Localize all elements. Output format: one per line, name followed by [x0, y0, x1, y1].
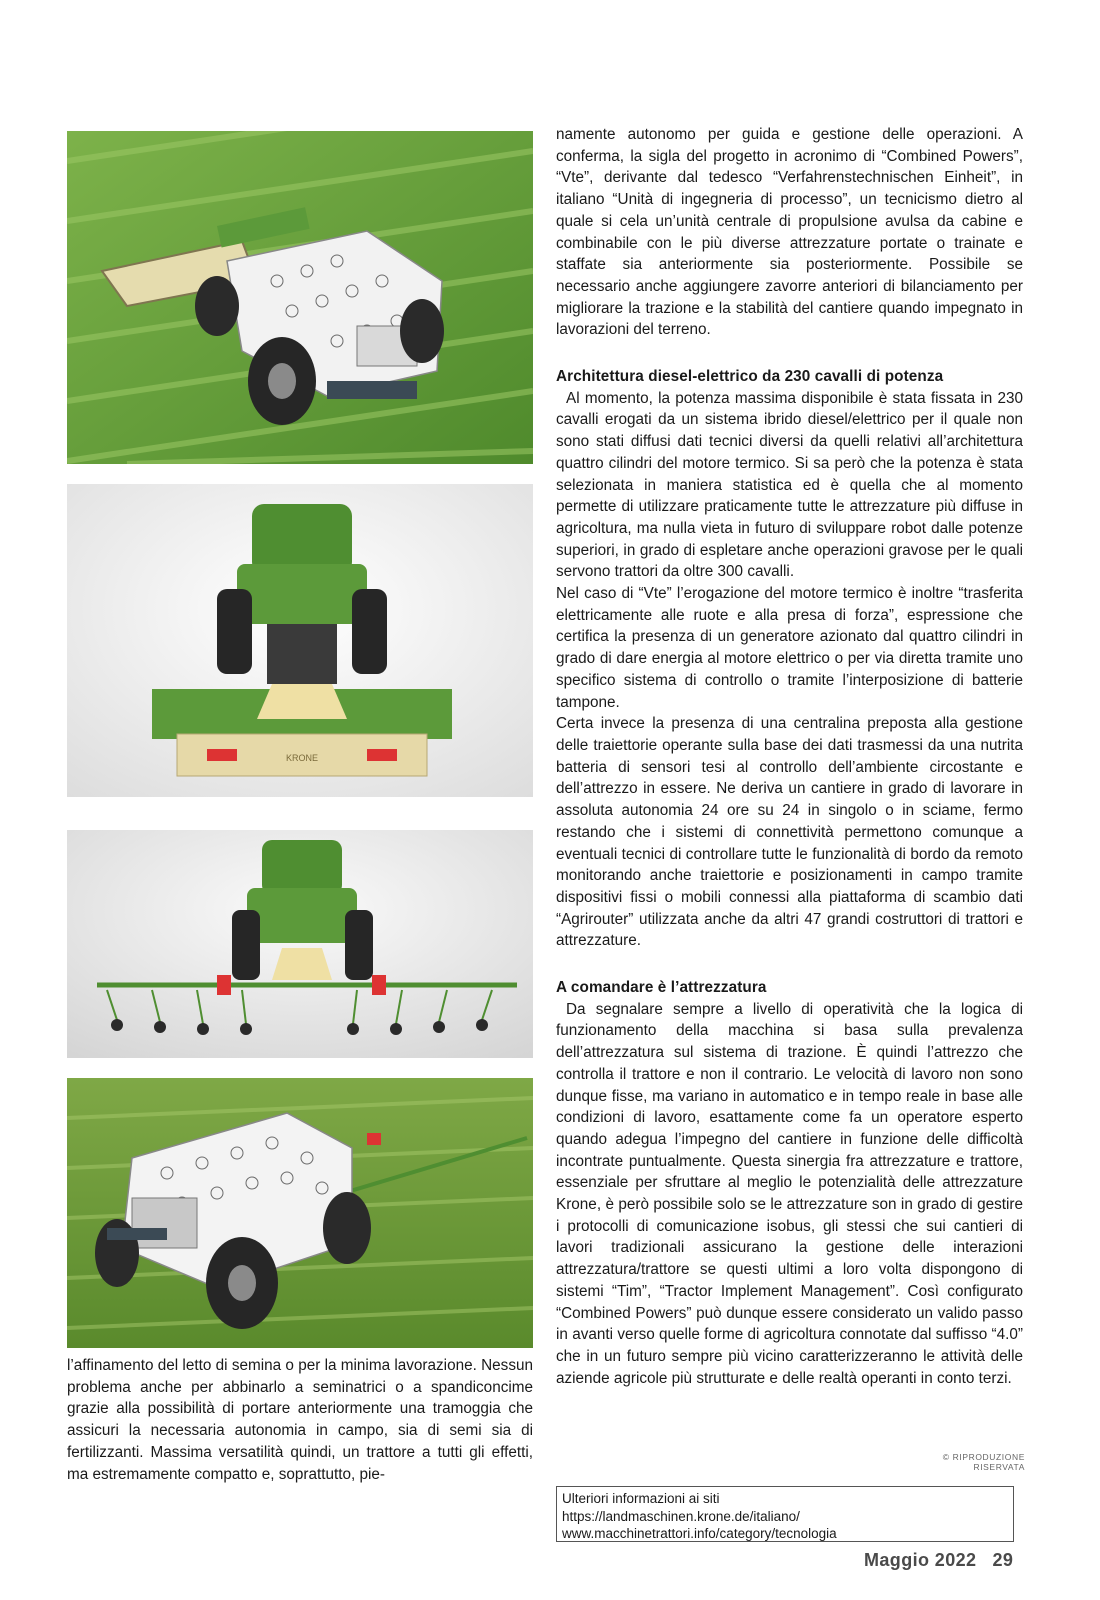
page-footer [864, 1550, 1013, 1571]
info-link-macchinetrattori[interactable]: www.macchinetrattori.info/category/tecnologia [562, 1526, 837, 1542]
section-heading: A comandare è l’attrezzatura [556, 979, 767, 997]
info-link-krone[interactable]: https://landmaschinen.krone.de/italiano/ [562, 1508, 800, 1524]
photo-robot-mowing [67, 131, 533, 464]
paragraph: l’affinamento del letto di semina o per la minima lavorazione. Nessun problema anche per abbinarlo a seminatrici o a spandiconcime grazie alla possibilità di portare anteriormente una tramoggia che assicuri la necessaria autonomia in campo, sia di semi sia di fertilizzanti. Massima versatilità quindi, un trattore a tutti gli effetti, ma estremamente compatto e, soprattutto, pie- [67, 1357, 533, 1483]
paragraph: Nel caso di “Vte” l’erogazione del motore termico è inoltre “trasferita elettricamente alle ruote e alla presa di forza”, espressione che certifica la presenza di un generatore azionato dal quattro cilindri in grado di dare energia al motore elettrico o per via diretta tramite uno specifico sistema di controllo o tramite l’interposizione di batterie tampone. [556, 585, 1023, 711]
paragraph: namente autonomo per guida e gestione delle operazioni. A conferma, la sigla del progetto in acronimo di “Combined Powers”, “Vte”, derivante dal tedesco “Verfahrenstechnischen Einheit”, in italiano “Unità di ingegneria di processo”, un tecnicismo dietro al quale si cela un’unità centrale di propulsione avulsa da cabine e combinabile con le più diverse attrezzature portate o trainate e staffate sia anteriormente sia posteriormente. Possibile se necessario anche aggiungere zavorre anteriori di bilanciamento per migliorare la trazione e la stabilità del cantiere quando impegnato in lavorazioni del terreno. [556, 126, 1023, 339]
info-links-box [556, 1486, 1014, 1542]
krone-logo-text: KRONE [285, 753, 319, 763]
issue-date: Maggio 2022 [864, 1550, 977, 1570]
left-text-column [67, 1355, 533, 1485]
page-number: 29 [992, 1550, 1014, 1570]
copyright-notice: © RIPRODUZIONE RISERVATA [942, 1452, 1025, 1472]
info-intro: Ulteriori informazioni ai siti [562, 1491, 720, 1506]
paragraph: Al momento, la potenza massima disponibile è stata fissata in 230 cavalli erogati da un sistema ibrido diesel/elettrico per il quale non sono stati diffusi dati tecnici diversi da quelli relativi all’architettura quattro cilindri del motore termico. Si sa però che la potenza è stata selezionata in maniera statistica ed è quella che al momento permette di utilizzare praticamente tutte le attrezzature più diffuse in agricoltura, ma nulla vieta in futuro di sviluppare robot dalle potenze superiori, in grado di espletare anche operazioni gravose per le quali servono trattori da oltre 300 cavalli. [556, 389, 1023, 581]
paragraph: Da segnalare sempre a livello di operatività che la logica di funzionamento della macchina si basa sulla prevalenza dell’attrezzatura sul sistema di trazione. È quindi l’attrezzo che controlla il trattore e non il contrario. Le velocità di lavoro non sono dunque fisse, ma variano in automatico e in tempo reale in base alle condizioni di lavoro, esattamente come fa un operatore esperto quando adegua l’impegno del cantiere in funzione delle difficoltà incontrate puntualmente. Questa sinergia fra attrezzature e trattore, essenziale per sfruttare al meglio le potenzialità delle attrezzature Krone, è però possibile solo se le attrezzature son in grado di gestire i protocolli di comunicazione isobus, gli stessi che sui cantieri di lavori tradizionali assicurano la gestione delle interazioni attrezzatura/trattore se questi ultimi a loro volta dispongono di sistemi “Tim”, “Tractor Implement Management”. Così configurato “Combined Powers” può dunque essere considerato un valido passo in avanti verso quelle forme di agricoltura connotate dal suffisso “4.0” che in un futuro sempre più vicino caratterizzeranno le attività delle aziende agricole più strutturate e delle realtà operanti in conto terzi. [556, 1000, 1023, 1387]
right-text-column [556, 124, 1023, 1389]
paragraph: Certa invece la presenza di una centralina preposta alla gestione delle traiettorie operante sulla base dei dati trasmessi da una nutrita batteria di sensori tesi al controllo dell’ambiente circostante e dell’attrezzo in essere. Ne deriva un cantiere in grado di lavorare in assoluta autonomia 24 ore su 24 in singolo o in sciame, fermo restando che i sistemi di connettività permettono comunque a eventuali tecnici di controllare tutte le funzionalità di bordo da remoto monitorando anche traiettorie e posizionamenti in campo tramite dispositivi fissi o mobili connessi alla piattaforma di scambio dati “Agrirouter” utilizzata anche da altri 47 grandi costruttori di trattori e attrezzature. [556, 715, 1023, 950]
photo-robot-tedding-field [67, 1078, 533, 1348]
photo-robot-tedder-studio [67, 830, 533, 1058]
photo-robot-front-mower-studio [67, 484, 533, 797]
section-heading: Architettura diesel-elettrico da 230 cavalli di potenza [556, 368, 944, 386]
